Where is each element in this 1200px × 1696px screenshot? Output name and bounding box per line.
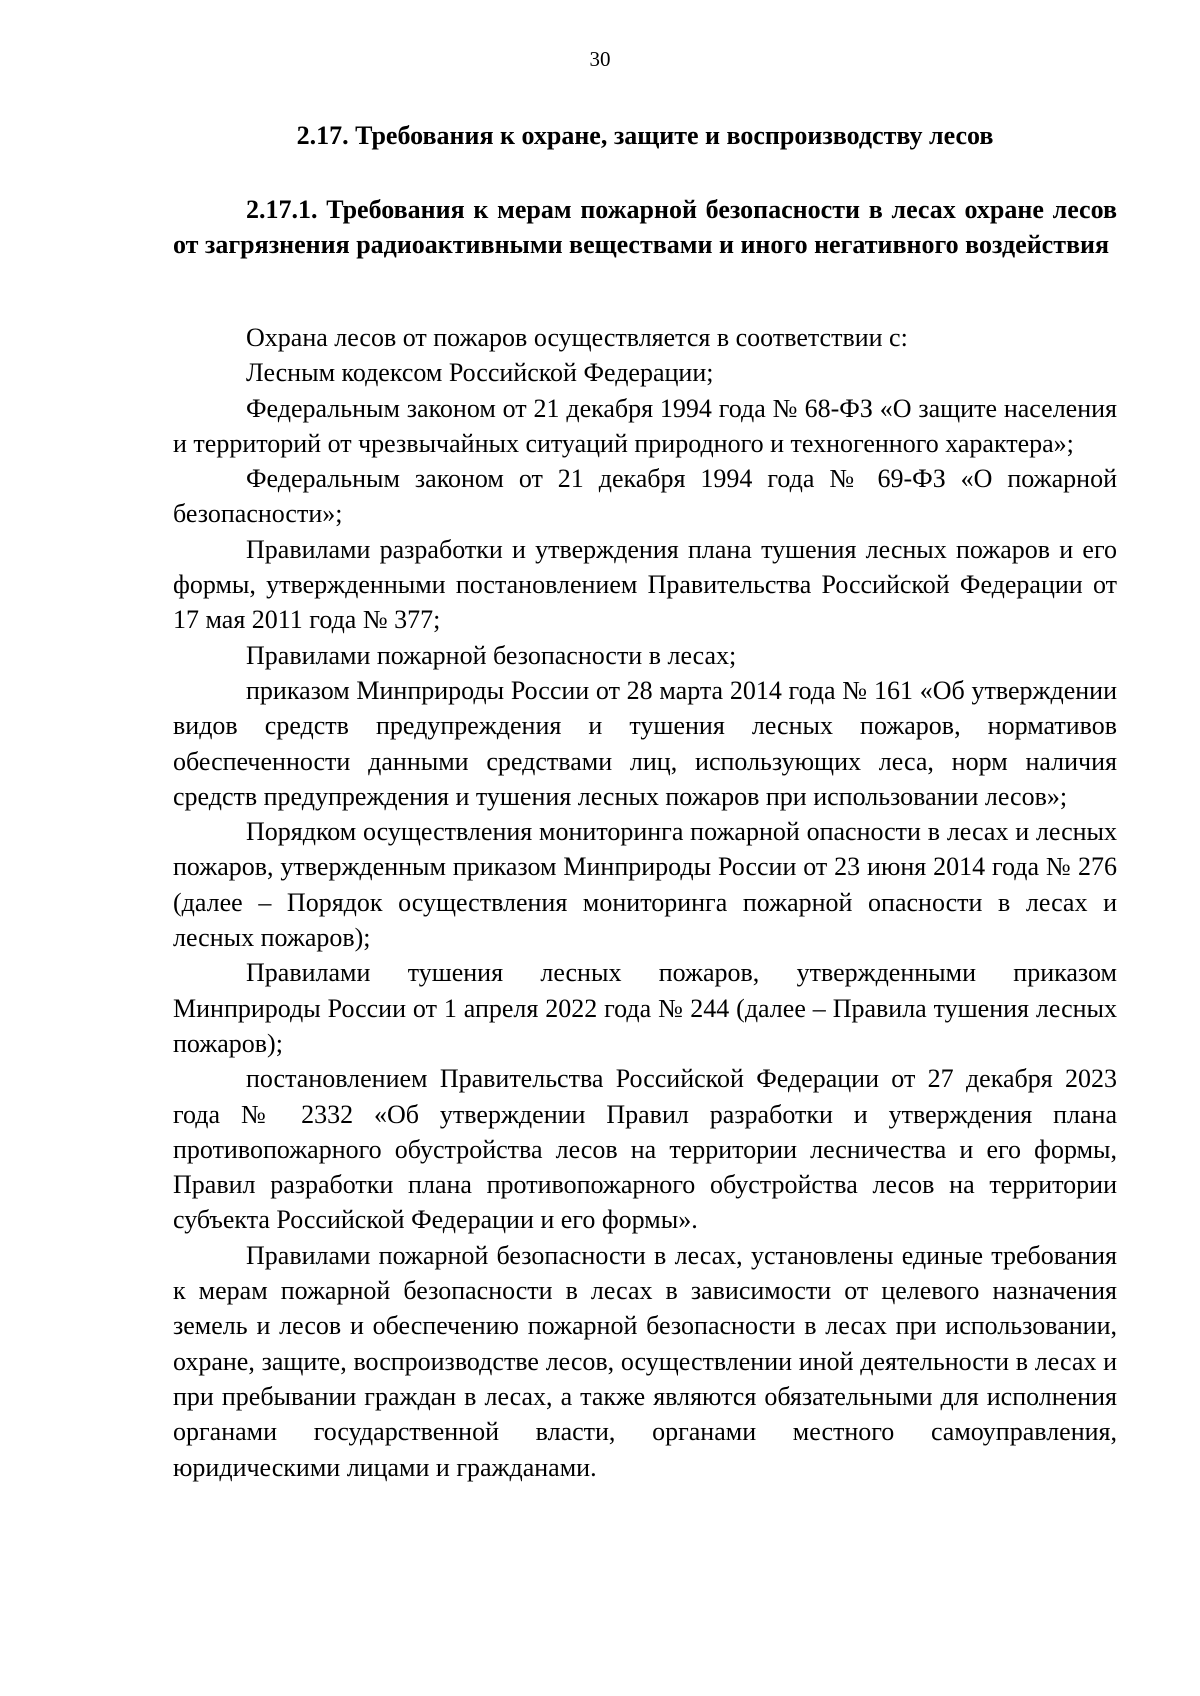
page-content	[173, 118, 1117, 1485]
paragraph-unified-requirements: Правилами пожарной безопасности в лесах, установлены единые требования к мерам пожарной безопасности в лесах в зависимости от целевого назначения земель и лесов и обеспечению пожарной безопасности в лесах при использовании, охране, защите, воспроизводстве лесов, осуществлении иной деятельности в лесах и при пребывании граждан в лесах, а также являются обязательными для исполнения органами государственной власти, органами местного самоуправления, юридическими лицами и гражданами.	[173, 1240, 1117, 1482]
paragraph-extinguishing-rules: Правилами тушения лесных пожаров, утвержденными приказом Минприроды России от 1 апреля 2022 года № 244 (далее – Правила тушения лесных пожаров);	[173, 958, 1117, 1058]
paragraph-monitoring-order: Порядком осуществления мониторинга пожарной опасности в лесах и лесных пожаров, утвержденным приказом Минприроды России от 23 июня 2014 года № 276 (далее – Порядок осуществления мониторинга пожарной опасности в лесах и лесных пожаров);	[173, 817, 1117, 953]
section-title: 2.17. Требования к охране, защите и воспроизводству лесов	[296, 121, 994, 150]
paragraph-fire-safety-rules: Правилами пожарной безопасности в лесах;	[246, 640, 737, 670]
subsection-title: 2.17.1. Требования к мерам пожарной безопасности в лесах охране лесов от загрязнения радиоактивными веществами и иного негативного воздействия	[173, 195, 1117, 259]
paragraph-intro: Охрана лесов от пожаров осуществляется в соответствии с:	[246, 323, 908, 352]
page-number: 30	[589, 47, 611, 71]
paragraph-law-69fz: Федеральным законом от 21 декабря 1994 года № 69-ФЗ «О пожарной безопасности»;	[173, 464, 1117, 529]
paragraph-order-161: приказом Минприроды России от 28 марта 2014 года № 161 «Об утверждении видов средств предупреждения и тушения лесных пожаров, нормативов обеспеченности данными средствами лиц, использующих леса, норм наличия средств предупреждения и тушения лесных пожаров при использовании лесов»;	[173, 675, 1117, 811]
paragraph-law-68fz: Федеральным законом от 21 декабря 1994 года № 68-ФЗ «О защите населения и территорий от чрезвычайных ситуаций природного и техногенного характера»;	[173, 393, 1117, 458]
body-text	[173, 320, 1117, 1485]
paragraph-resolution-2332: постановлением Правительства Российской Федерации от 27 декабря 2023 года № 2332 «Об утверждении Правил разработки и утверждения плана противопожарного обустройства лесов на территории лесничества и его формы, Правил разработки плана противопожарного обустройства лесов на территории субъекта Российской Федерации и его формы».	[173, 1064, 1117, 1235]
paragraph-fire-plan-rules: Правилами разработки и утверждения плана тушения лесных пожаров и его формы, утвержденными постановлением Правительства Российской Федерации от 17 мая 2011 года № 377;	[173, 534, 1117, 635]
paragraph-forest-code: Лесным кодексом Российской Федерации;	[246, 358, 714, 388]
